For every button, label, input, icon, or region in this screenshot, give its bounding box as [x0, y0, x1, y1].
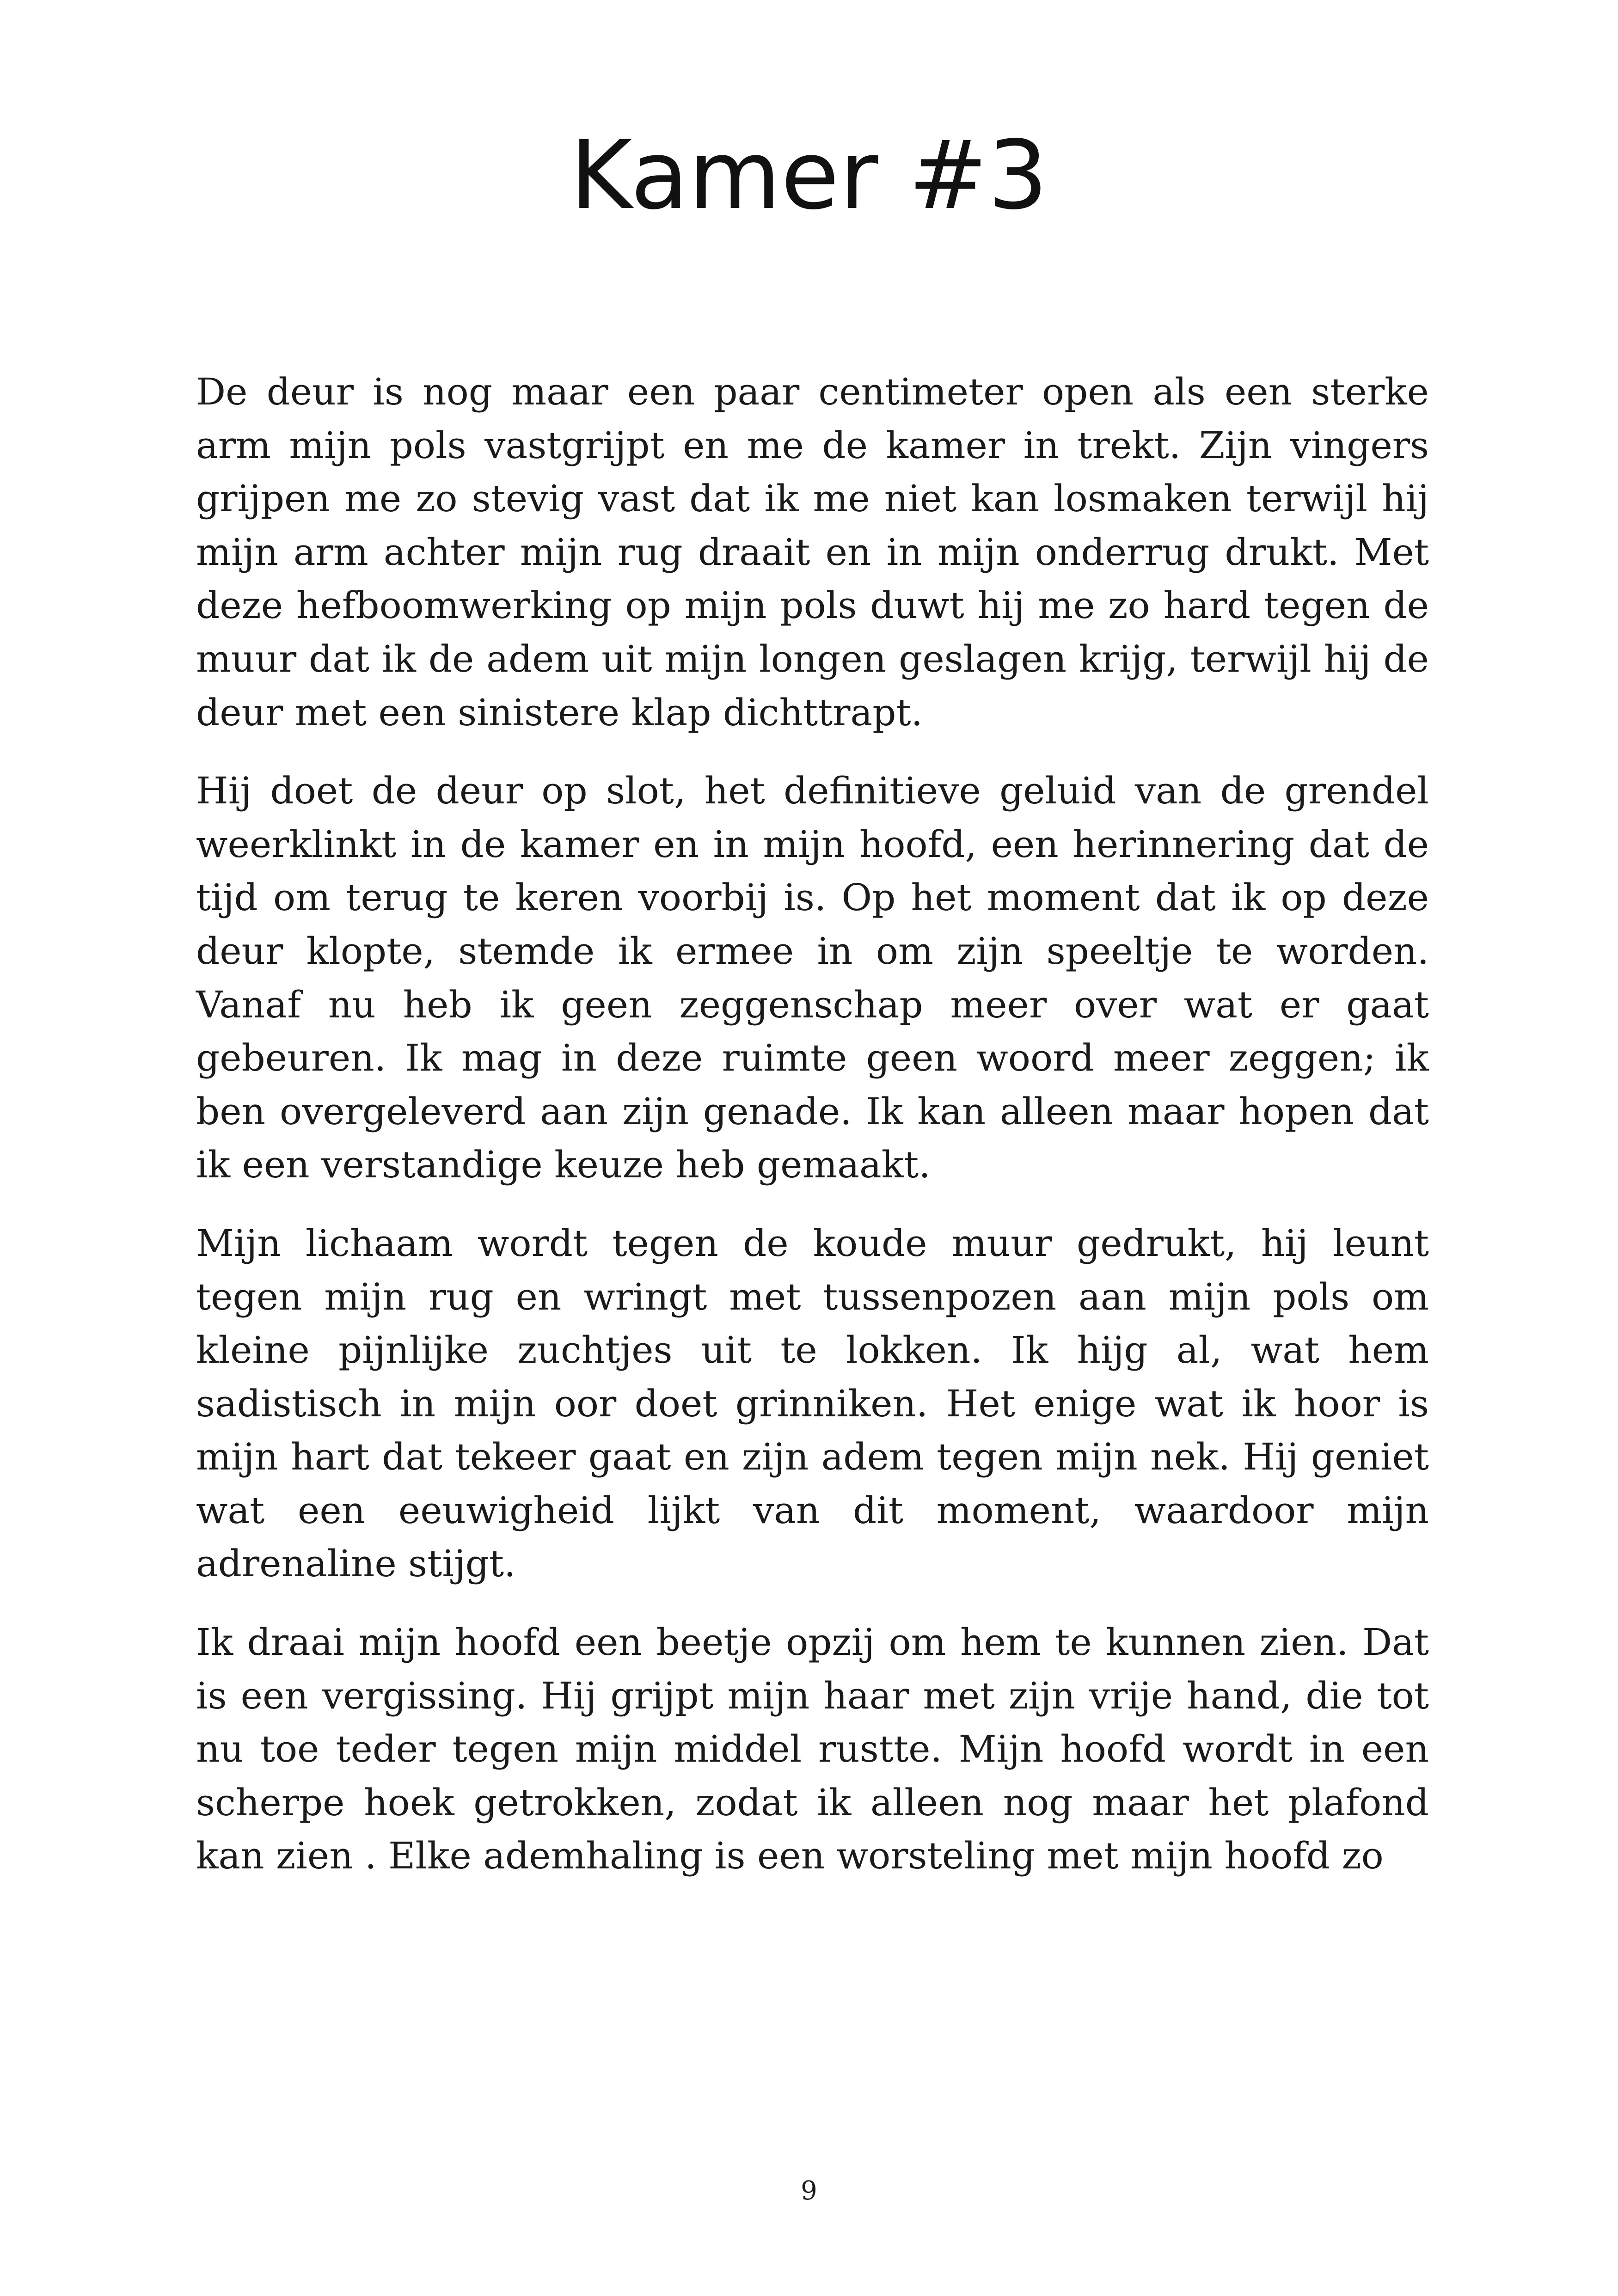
paragraph-3: Mijn lichaam wordt tegen de koude muur gedrukt, hij leunt tegen mijn rug en wringt met tussenpozen aan mijn pols om kleine pijnlijke zuchtjes uit te lokken. Ik hijg al, wat hem sadistisch in mijn oor doet grinniken. Het enige wat ik hoor is mijn hart dat tekeer gaat en zijn adem tegen mijn nek. Hij geniet wat een eeuwigheid lijkt van dit moment, waardoor mijn adrenaline stijgt. [196, 1221, 1429, 1586]
paragraph-1: De deur is nog maar een paar centimeter open als een sterke arm mijn pols vastgrijpt en me de kamer in trekt. Zijn vingers grijpen me zo stevig vast dat ik me niet kan losmaken terwijl hij mijn arm achter mijn rug draait en in mijn onderrug drukt. Met deze hefboomwerking op mijn pols duwt hij me zo hard tegen de muur dat ik de adem uit mijn longen geslagen krijg, terwijl hij de deur met een sinistere klap dichttrapt. [196, 370, 1429, 734]
paragraph-4: Ik draai mijn hoofd een beetje opzij om hem te kunnen zien. Dat is een vergissing. Hij grijpt mijn haar met zijn vrije hand, die tot nu toe teder tegen mijn middel rustte. Mijn hoofd wordt in een scherpe hoek getrokken, zodat ik alleen nog maar het plafond kan zien . Elke ademhaling is een worsteling met mijn hoofd zo [196, 1621, 1429, 1878]
paragraph-2: Hij doet de deur op slot, het definitieve geluid van de grendel weerklinkt in de kamer en in mijn hoofd, een herinnering dat de tijd om terug te keren voorbij is. Op het moment dat ik op deze deur klopte, stemde ik ermee in om zijn speeltje te worden. Vanaf nu heb ik geen zeggenschap meer over wat er gaat gebeuren. Ik mag in deze ruimte geen woord meer zeggen; ik ben overgeleverd aan zijn genade. Ik kan alleen maar hopen dat ik een verstandige keuze heb gemaakt. [196, 769, 1429, 1187]
chapter-title: Kamer #3 [570, 121, 1048, 231]
page-number: 9 [801, 2176, 817, 2206]
chapter-body [196, 365, 1429, 1908]
